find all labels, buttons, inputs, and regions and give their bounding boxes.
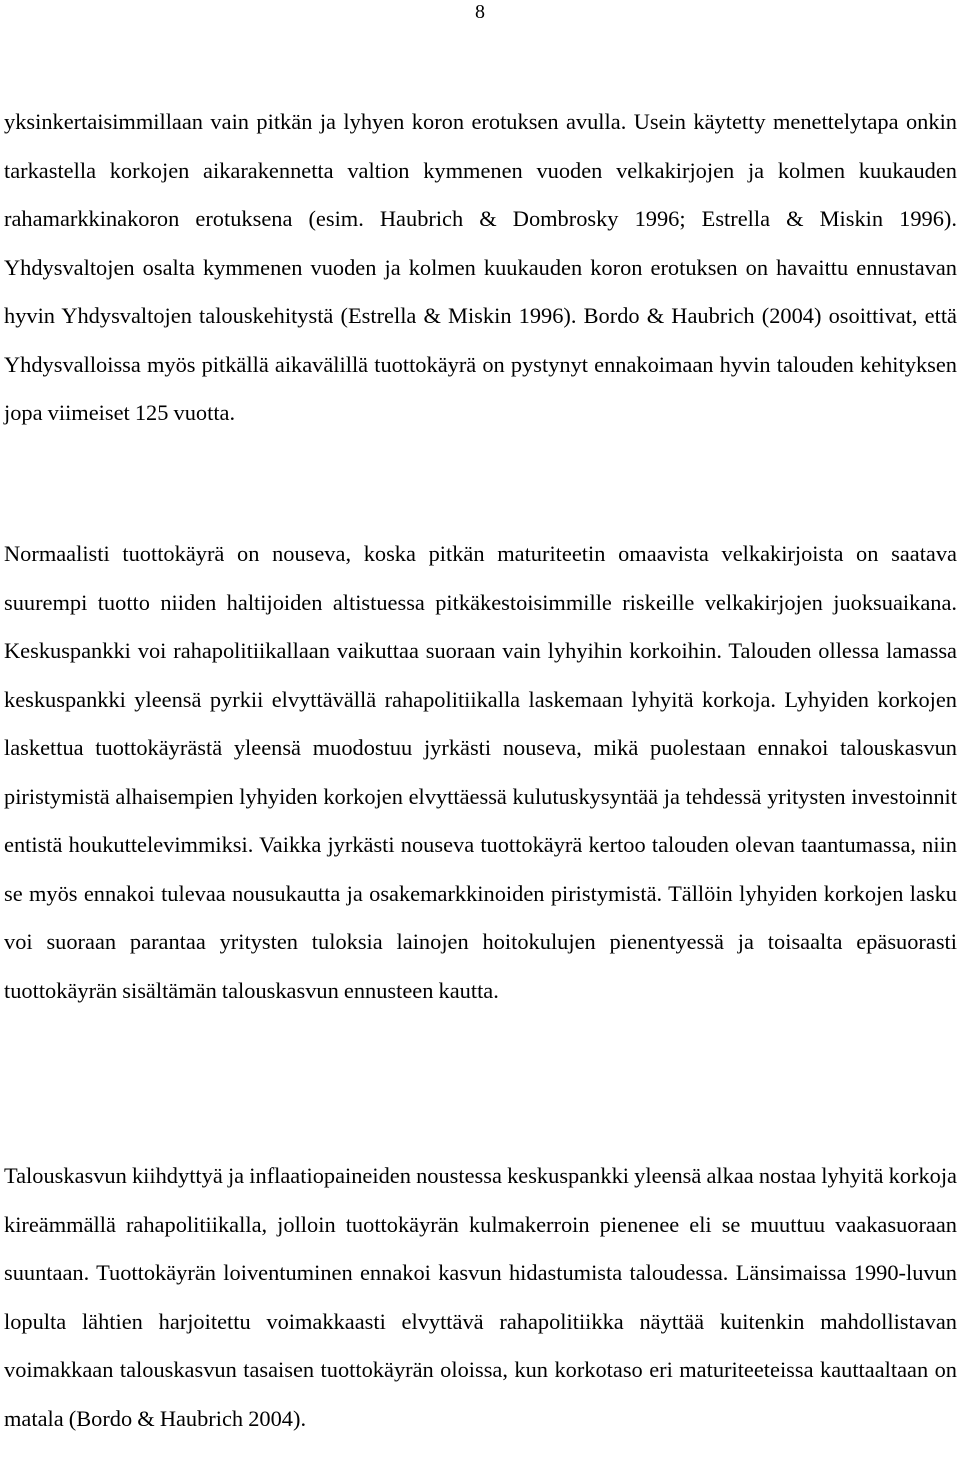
page-number: 8 [475, 1, 485, 23]
paragraph-3: Talouskasvun kiihdyttyä ja inflaatiopaineiden noustessa keskuspankki yleensä alkaa nostaa lyhyitä korkoja kireämmällä rahapolitiikalla, jolloin tuottokäyrän kulmakerroin pienenee eli se muuttuu vaakasuoraan suuntaan. Tuottokäyrän loiventuminen ennakoi kasvun hidastumista taloudessa. Länsimaissa 1990-luvun lopulta lähtien harjoitettu voimakkaasti elvyttävä rahapolitiikka näyttää kuitenkin mahdollistavan voimakkaan talouskasvun tasaisen tuottokäyrän oloissa, kun korkotaso eri maturiteeteissa kauttaaltaan on matala (Bordo & Haubrich 2004). [4, 1163, 957, 1431]
paragraph-2: Normaalisti tuottokäyrä on nouseva, koska pitkän maturiteetin omaavista velkakirjoista on saatava suurempi tuotto niiden haltijoiden altistuessa pitkäkestoisimmille riskeille velkakirjojen juoksuaikana. Keskuspankki voi rahapolitiikallaan vaikuttaa suoraan vain lyhyihin korkoihin. Talouden ollessa lamassa keskuspankki yleensä pyrkii elvyttävällä rahapolitiikalla laskemaan lyhyitä korkoja. Lyhyiden korkojen laskettua tuottokäyrästä yleensä muodostuu jyrkästi nouseva, mikä puolestaan ennakoi talouskasvun piristymistä alhaisempien lyhyiden korkojen elvyttäessä kulutuskysyntää ja tehdessä yritysten investoinnit entistä houkuttelevimmiksi. Vaikka jyrkästi nouseva tuottokäyrä kertoo talouden olevan taantumassa, niin se myös ennakoi tulevaa nousukautta ja osakemarkkinoiden piristymistä. Tällöin lyhyiden korkojen lasku voi suoraan parantaa yritysten tuloksia lainojen hoitokulujen pienentyessä ja toisaalta epäsuorasti tuottokäyrän sisältämän talouskasvun ennusteen kautta. [4, 541, 957, 1003]
paragraph-1: yksinkertaisimmillaan vain pitkän ja lyhyen koron erotuksen avulla. Usein käytetty menettelytapa onkin tarkastella korkojen aikarakennetta valtion kymmenen vuoden velkakirjojen ja kolmen kuukauden rahamarkkinakoron erotuksena (esim. Haubrich & Dombrosky 1996; Estrella & Miskin 1996). Yhdysvaltojen osalta kymmenen vuoden ja kolmen kuukauden koron erotuksen on havaittu ennustavan hyvin Yhdysvaltojen talouskehitystä (Estrella & Miskin 1996). Bordo & Haubrich (2004) osoittivat, että Yhdysvalloissa myös pitkällä aikavälillä tuottokäyrä on pystynyt ennakoimaan hyvin talouden kehityksen jopa viimeiset 125 vuotta. [4, 109, 957, 425]
